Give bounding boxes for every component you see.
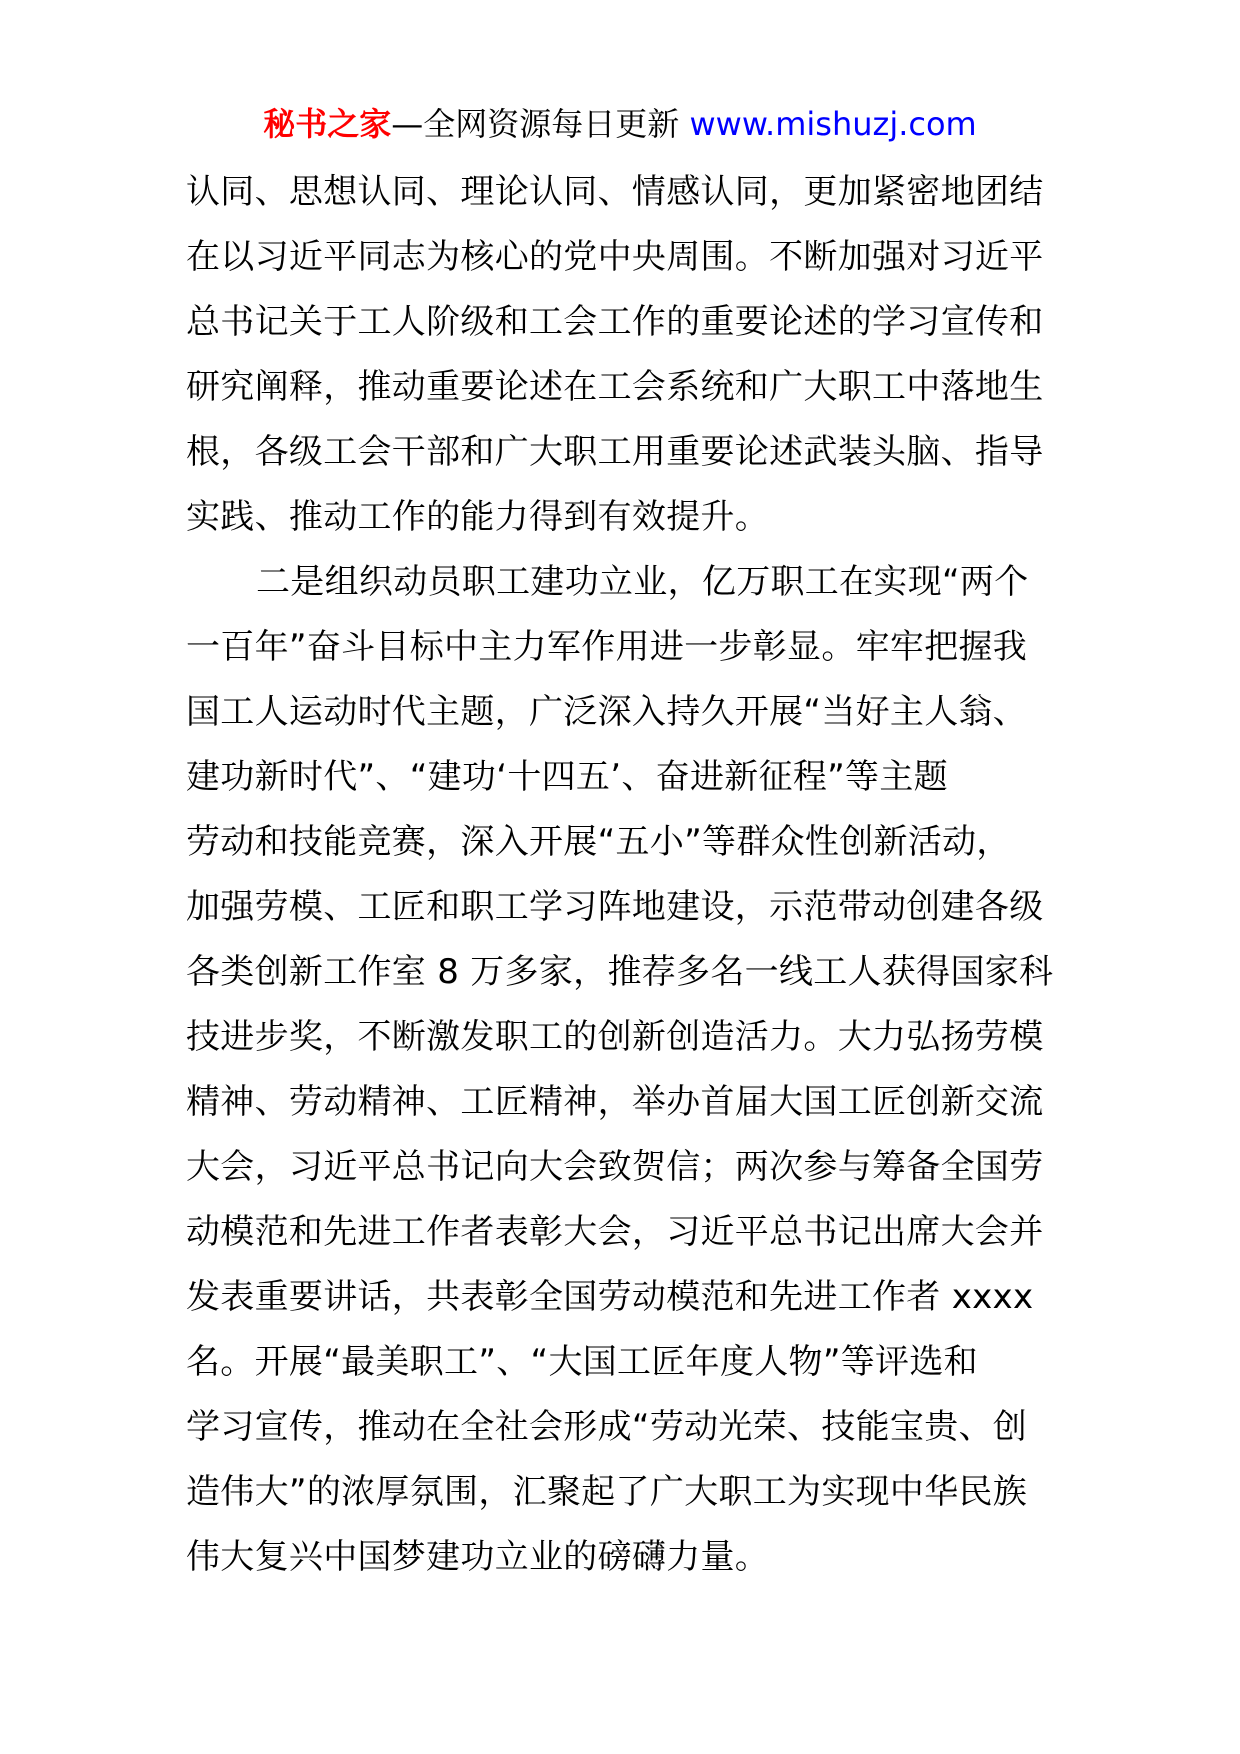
text-line: 动模范和先进工作者表彰大会，习近平总书记出席大会并 [186,1212,1044,1252]
text-line: 大会，习近平总书记向大会致贺信；两次参与筹备全国劳 [186,1147,1044,1187]
site-brand: 秘书之家 [263,105,392,143]
text-line-first: 二是组织动员职工建功立业，亿万职工在实现“两个 [256,562,1029,602]
document-body [186,160,1056,1590]
text-line: 研究阐释，推动重要论述在工会系统和广大职工中落地生 [186,367,1044,407]
text-line: 实践、推动工作的能力得到有效提升。 [186,497,770,537]
text-line: 认同、思想认同、理论认同、情感认同，更加紧密地团结 [186,172,1044,212]
text-line: 学习宣传，推动在全社会形成“劳动光荣、技能宝贵、创 [186,1407,1028,1447]
text-line: 总书记关于工人阶级和工会工作的重要论述的学习宣传和 [186,302,1044,342]
text-line: 名。开展“最美职工”、“大国工匠年度人物”等评选和 [186,1342,978,1382]
text-line: 技进步奖，不断激发职工的创新创造活力。大力弘扬劳模 [186,1017,1044,1057]
text-line: 一百年”奋斗目标中主力军作用进一步彰显。牢牢把握我 [186,627,1028,667]
text-line: 各类创新工作室 8 万多家，推荐多名一线工人获得国家科 [186,952,1054,992]
text-line: 伟大复兴中国梦建功立业的磅礴力量。 [186,1537,770,1577]
text-line: 根，各级工会干部和广大职工用重要论述武装头脑、指导 [186,432,1044,472]
page-header [0,96,1240,152]
site-tagline: —全网资源每日更新 [391,105,690,143]
text-line: 造伟大”的浓厚氛围，汇聚起了广大职工为实现中华民族 [186,1472,1028,1512]
text-line: 国工人运动时代主题，广泛深入持久开展“当好主人翁、 [186,692,1028,732]
site-url-link[interactable]: www.mishuzj.com [689,105,977,143]
text-line: 精神、劳动精神、工匠精神，举办首届大国工匠创新交流 [186,1082,1044,1122]
text-line: 发表重要讲话，共表彰全国劳动模范和先进工作者 xxxx [186,1277,1034,1317]
text-line: 在以习近平同志为核心的党中央周围。不断加强对习近平 [186,237,1044,277]
text-line: 劳动和技能竞赛，深入开展“五小”等群众性创新活动， [186,822,1011,862]
paragraph-1 [186,160,1056,550]
text-line: 加强劳模、工匠和职工学习阵地建设，示范带动创建各级 [186,887,1044,927]
paragraph-2 [186,550,1056,1590]
text-line: 建功新时代”、“建功‘十四五’、奋进新征程”等主题 [186,757,948,797]
